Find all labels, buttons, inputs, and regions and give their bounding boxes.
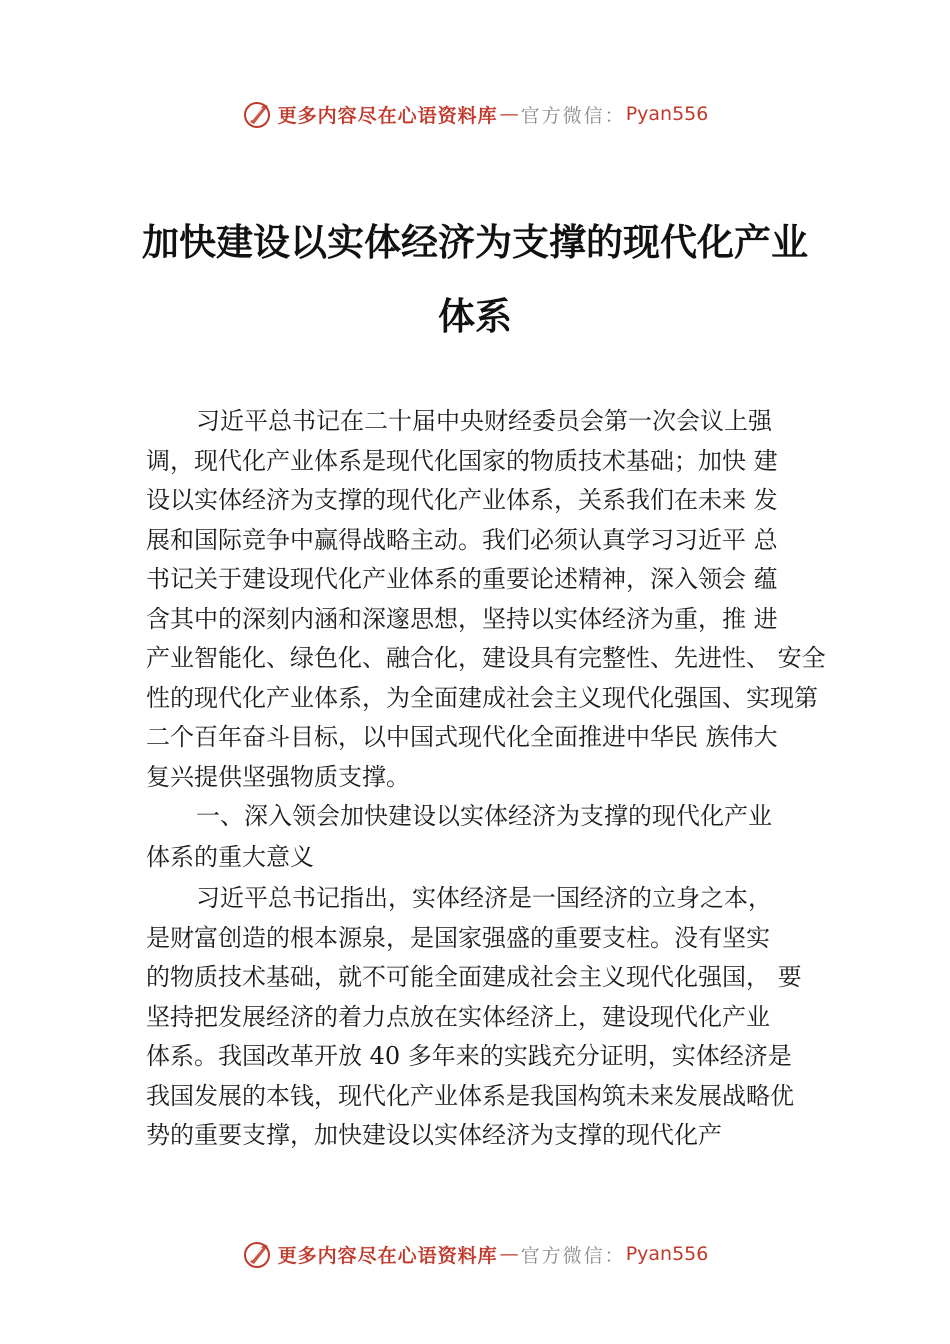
footer-banner <box>0 1234 950 1274</box>
paragraph-1-line: 调，现代化产业体系是现代化国家的物质技术基础；加快 建 <box>146 446 778 475</box>
section-heading-line: 体系的重大意义 <box>146 843 314 871</box>
quill-pen-logo-icon <box>242 98 274 130</box>
page-title-line-1: 加快建设以实体经济为支撑的现代化产业 <box>142 220 808 264</box>
banner-wechat-id: Pyan556 <box>625 103 709 125</box>
paragraph-1-line: 书记关于建设现代化产业体系的重要论述精神，深入领会 蕴 <box>146 565 778 593</box>
banner-wechat-label: 官方微信： <box>520 1244 626 1267</box>
paragraph-2-line: 习近平总书记指出，实体经济是一国经济的立身之本， <box>196 884 772 912</box>
quill-pen-logo-icon <box>242 1238 274 1270</box>
banner-dash: — <box>499 1243 519 1265</box>
paragraph-1-line: 产业智能化、绿色化、融合化，建设具有完整性、先进性、 安全 <box>146 644 826 672</box>
paragraph-1-line: 二个百年奋斗目标，以中国式现代化全面推进中华民 族伟大 <box>146 723 778 751</box>
paragraph-1-line: 设以实体经济为支撑的现代化产业体系，关系我们在未来 发 <box>146 486 778 514</box>
paragraph-2-line: 体系。我国改革开放 40 多年来的实践充分证明，实体经济是 <box>146 1042 792 1070</box>
paragraph-1-line: 含其中的深刻内涵和深邃思想，坚持以实体经济为重，推 进 <box>146 604 778 633</box>
paragraph-2-line: 势的重要支撑，加快建设以实体经济为支撑的现代化产 <box>146 1121 722 1149</box>
paragraph-2-line: 是财富创造的根本源泉，是国家强盛的重要支柱。没有坚实 <box>146 923 770 952</box>
paragraph-1-line: 性的现代化产业体系，为全面建成社会主义现代化强国、实现第 <box>146 683 818 712</box>
paragraph-1-line: 习近平总书记在二十届中央财经委员会第一次会议上强 <box>196 407 772 435</box>
paragraph-2-line: 我国发展的本钱，现代化产业体系是我国构筑未来发展战略优 <box>146 1081 794 1110</box>
paragraph-1-line: 复兴提供坚强物质支撑。 <box>146 762 410 791</box>
paragraph-2-line: 坚持把发展经济的着力点放在实体经济上，建设现代化产业 <box>146 1002 770 1031</box>
section-heading-line: 一、深入领会加快建设以实体经济为支撑的现代化产业 <box>196 802 772 830</box>
banner-wechat-label: 官方微信： <box>520 104 626 127</box>
banner-wechat-id: Pyan556 <box>625 1243 709 1265</box>
paragraph-1-line: 展和国际竞争中赢得战略主动。我们必须认真学习习近平 总 <box>146 525 778 554</box>
banner-dash: — <box>499 103 519 125</box>
page-title-line-2: 体系 <box>438 294 512 338</box>
banner-brand-text: 更多内容尽在心语资料库 <box>277 1244 498 1267</box>
header-banner <box>0 94 950 134</box>
banner-brand-text: 更多内容尽在心语资料库 <box>277 104 498 127</box>
article-body <box>146 402 836 1156</box>
paragraph-2-line: 的物质技术基础，就不可能全面建成社会主义现代化强国， 要 <box>146 963 802 991</box>
